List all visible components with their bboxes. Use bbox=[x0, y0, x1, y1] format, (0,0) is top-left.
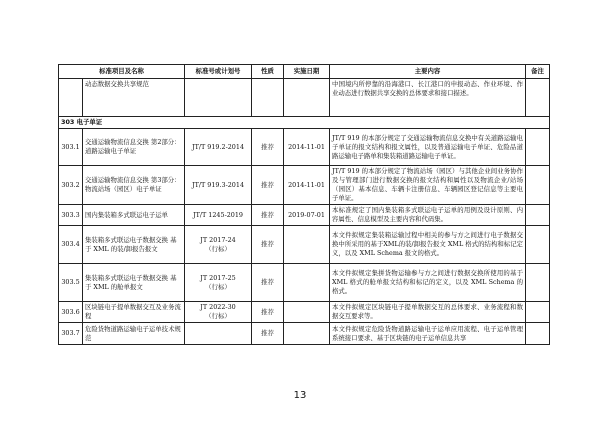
row-note bbox=[526, 226, 550, 264]
row-date: 2014-11-01 bbox=[284, 129, 330, 166]
table-row bbox=[59, 323, 550, 345]
header-note: 备注 bbox=[526, 65, 550, 79]
row-code: JT 2022-30 （行标） bbox=[185, 302, 252, 323]
table-row bbox=[59, 264, 550, 302]
row-content: JT/T 919 的本部分规定了交通运输物流信息交换中有关道路运输电子单证的报文结构和报文属性，以及普通运输电子单证、危险品道路运输电子路单和集装箱道路运输电子单证。 bbox=[330, 129, 526, 166]
table-row bbox=[59, 302, 550, 323]
row-num: 303.3 bbox=[59, 205, 83, 226]
header-name: 标准项目及名称 bbox=[59, 65, 185, 79]
header-code: 标准号或计划号 bbox=[185, 65, 252, 79]
row-code: JT/T 919.2-2014 bbox=[185, 129, 252, 166]
continuation-row bbox=[59, 79, 550, 117]
table-row bbox=[59, 226, 550, 264]
row-content: 本文件拟规定集装箱运输过程中相关的参与方之间进行电子数据交换中所采用的基于XML的装/卸报告报文 XML 格式的结构和标记定义，以及 XML Schema 报文的格式。 bbox=[330, 226, 526, 264]
continuation-name: 动态数据交换共享规范 bbox=[83, 79, 185, 117]
row-content: 本文件拟规定区块链电子提单数据交互的总体要求、业务流程和数据交互要求等。 bbox=[330, 302, 526, 323]
row-content: 本文件拟规定集拼货物运输参与方之间进行数据交换所使用的基于 XML 格式的舱单报文结构和标记的定义，以及 XML Schema 的格式。 bbox=[330, 264, 526, 302]
row-note bbox=[526, 323, 550, 345]
row-content: 本文件拟规定危险货物道路运输电子运单应用流程、电子运单管理系统接口要求、基于区块链的电子运单信息共享 bbox=[330, 323, 526, 345]
table-row bbox=[59, 205, 550, 226]
standards-table bbox=[58, 64, 550, 345]
row-code: JT 2017-25 （行标） bbox=[185, 264, 252, 302]
row-date bbox=[284, 264, 330, 302]
row-name: 交通运输物流信息交换 第3部分：物流站场（园区）电子单证 bbox=[83, 166, 185, 205]
header-date: 实施日期 bbox=[284, 65, 330, 79]
row-name: 区块链电子提单数据交互及业务流程 bbox=[83, 302, 185, 323]
row-num: 303.7 bbox=[59, 323, 83, 345]
row-num: 303.1 bbox=[59, 129, 83, 166]
row-name: 国内集装箱多式联运电子运单 bbox=[83, 205, 185, 226]
row-num: 303.2 bbox=[59, 166, 83, 205]
row-date bbox=[284, 323, 330, 345]
row-code: JT 2017-24 （行标） bbox=[185, 226, 252, 264]
section-title: 303 电子单证 bbox=[59, 117, 550, 129]
row-num: 303.6 bbox=[59, 302, 83, 323]
row-date bbox=[284, 226, 330, 264]
row-date: 2014-11-01 bbox=[284, 166, 330, 205]
row-content: 本标准规定了国内集装箱多式联运电子运单的用例及设计原则、内容属性、信息模型及主要内容和代码集。 bbox=[330, 205, 526, 226]
row-code: JT/T 1245-2019 bbox=[185, 205, 252, 226]
row-note bbox=[526, 129, 550, 166]
row-status: 推荐 bbox=[252, 302, 284, 323]
row-name: 交通运输物流信息交换 第2部分：道路运输电子单证 bbox=[83, 129, 185, 166]
page-number: 13 bbox=[293, 390, 307, 401]
table-row bbox=[59, 129, 550, 166]
row-note bbox=[526, 302, 550, 323]
row-num: 303.5 bbox=[59, 264, 83, 302]
header-status: 性质 bbox=[252, 65, 284, 79]
row-code: JT/T 919.3-2014 bbox=[185, 166, 252, 205]
row-status: 推荐 bbox=[252, 323, 284, 345]
row-date bbox=[284, 302, 330, 323]
row-status: 推荐 bbox=[252, 166, 284, 205]
table-header-row bbox=[59, 65, 550, 79]
header-content: 主要内容 bbox=[330, 65, 526, 79]
row-date: 2019-07-01 bbox=[284, 205, 330, 226]
row-status: 推荐 bbox=[252, 264, 284, 302]
row-content: JT/T 919 的本部分规定了物流站场（园区）与其他企业间业务协作及与管理部门进行数据交换的报文结构和属性以及物流企业/站场（园区）基本信息、车辆卡注册信息、车辆园区登记信息等主要电子单证。 bbox=[330, 166, 526, 205]
section-row bbox=[59, 117, 550, 129]
continuation-num bbox=[59, 79, 83, 117]
row-note bbox=[526, 166, 550, 205]
row-status: 推荐 bbox=[252, 226, 284, 264]
row-name: 集装箱多式联运电子数据交换 基于 XML 的装/卸报告报文 bbox=[83, 226, 185, 264]
row-status: 推荐 bbox=[252, 205, 284, 226]
row-num: 303.4 bbox=[59, 226, 83, 264]
row-note bbox=[526, 205, 550, 226]
row-code bbox=[185, 323, 252, 345]
row-note bbox=[526, 264, 550, 302]
row-name: 危险货物道路运输电子运单技术规范 bbox=[83, 323, 185, 345]
table-row bbox=[59, 166, 550, 205]
row-status: 推荐 bbox=[252, 129, 284, 166]
row-name: 集装箱多式联运电子数据交换 基于 XML 的舱单报文 bbox=[83, 264, 185, 302]
continuation-content: 中国境内所停靠的沿海港口、长江港口的申报动态、作业环境、作业动态进行数据共享交换的总体要求和接口描述。 bbox=[330, 79, 526, 117]
